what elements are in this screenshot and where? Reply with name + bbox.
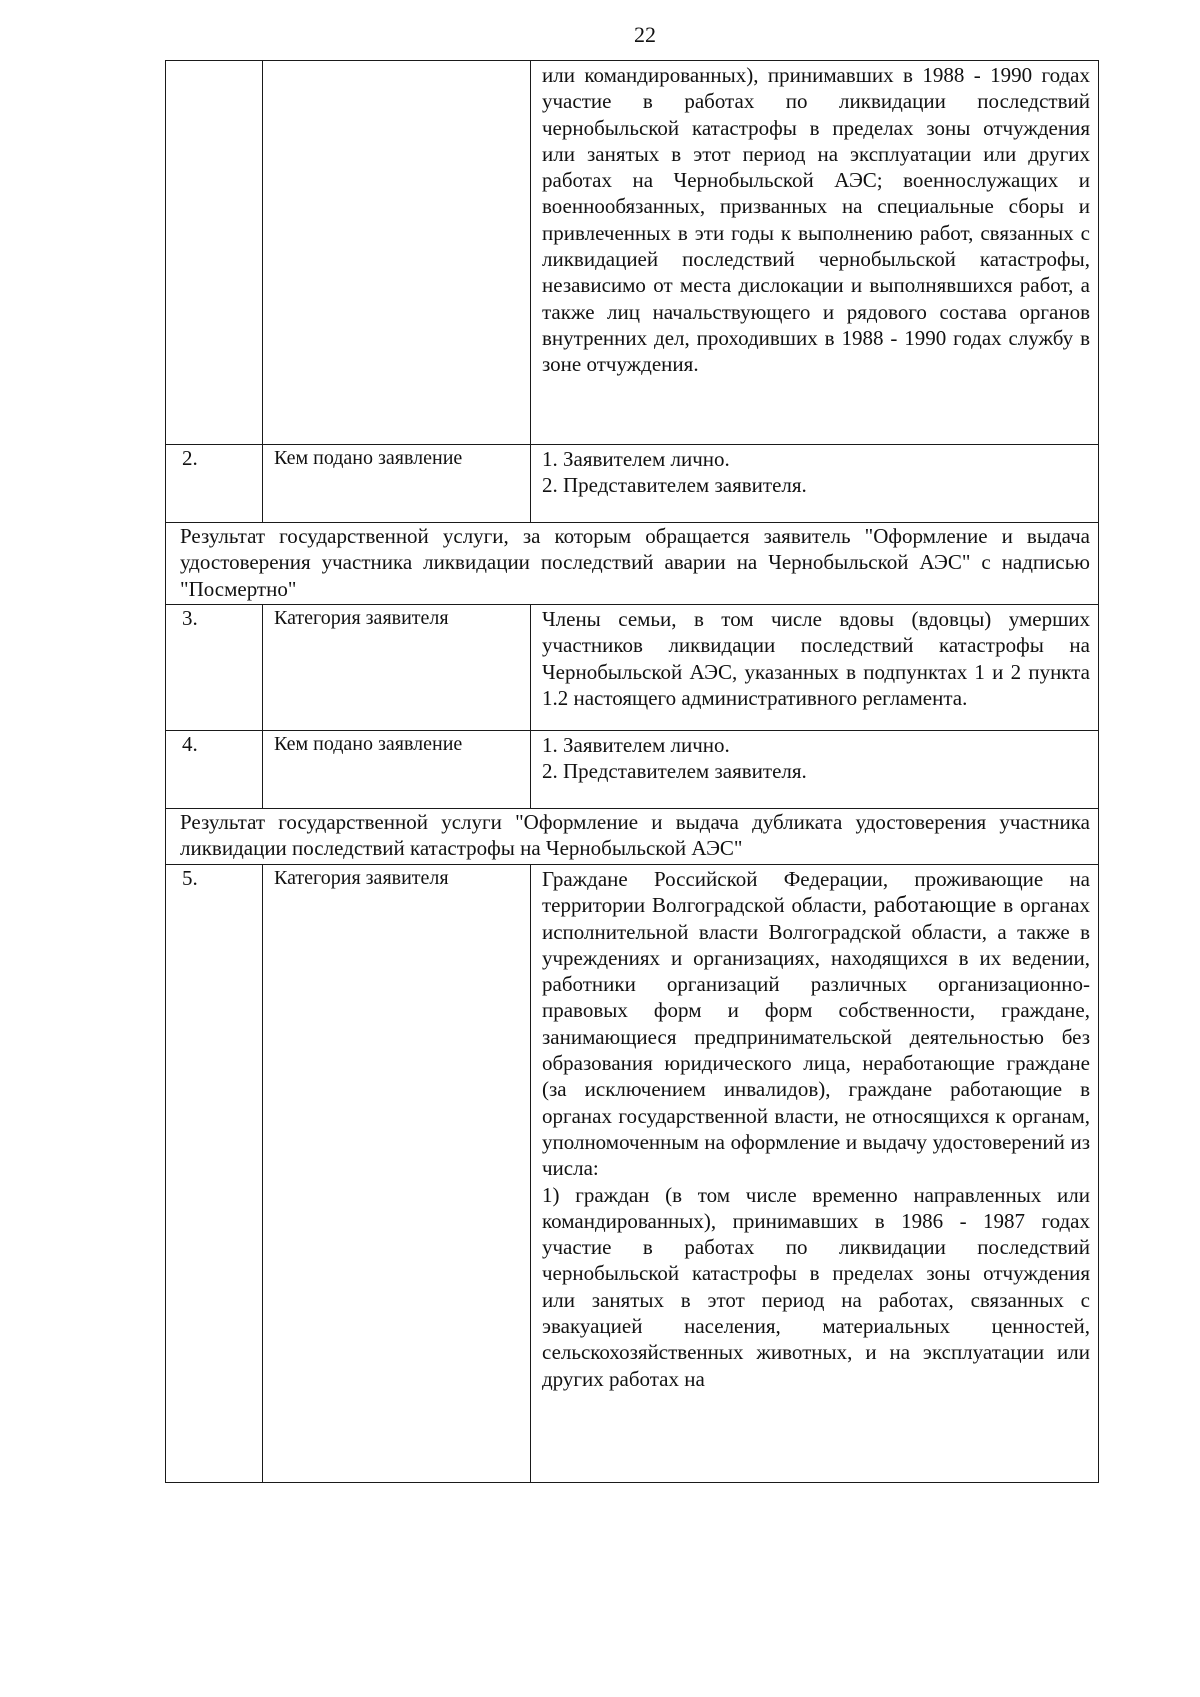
table-row [166,865,1099,1483]
submitted-by-list [531,445,1099,523]
submitted-by-list [531,731,1099,809]
applicant-category-text [531,865,1099,1483]
emphasized-word: работающие [873,892,997,918]
table-row [166,731,1099,809]
row-number: 3. [166,605,263,731]
list-item: 2. Представителем заявителя. [542,473,807,498]
list-item: 1. Заявителем лично. [542,447,730,471]
row-number: 5. [166,865,263,1483]
section-header-duplicate: Результат государственной услуги "Оформление и выдача дубликата удостоверения участника ликвидации последствий катастрофы на Чернобыльской АЭС" [166,809,1099,865]
applicant-category-text-continued: или командированных), принимавших в 1988 - 1990 годах участие в работах по ликвидации последствий чернобыльской катастрофы в пределах зоны отчуждения или занятых в этот период на эксплуатации или других работах на Чернобыльской АЭС; военнослужащих и военнообязанных, призванных на специальные сборы и привлеченных в эти годы к выполнению работ, связанных с ликвидацией последствий чернобыльской катастрофы, независимо от места дислокации и выполнявшихся работ, а также лиц начальствующего и рядового состава органов внутренних дел, проходивших в 1988 - 1990 годах службу в зоне отчуждения. [531,61,1099,445]
row-label: Категория заявителя [263,605,531,731]
applicant-category-text: Члены семьи, в том числе вдовы (вдовцы) умерших участников ликвидации последствий катастрофы на Чернобыльской АЭС, указанных в подпунктах 1 и 2 пункта 1.2 настоящего административного регламента. [531,605,1099,731]
row-label-cell [263,61,531,445]
row-number-cell [166,61,263,445]
section-header-row [166,809,1099,865]
row-label: Категория заявителя [263,865,531,1483]
table-row [166,605,1099,731]
row-label: Кем подано заявление [263,445,531,523]
row-number: 4. [166,731,263,809]
list-item: 2. Представителем заявителя. [542,759,807,784]
row-label: Кем подано заявление [263,731,531,809]
table-row [166,61,1099,445]
table-row [166,445,1099,523]
page-number: 22 [634,22,656,47]
text-segment: Граждане Российской Федерации, проживающие на территории Волгоградской области, [542,867,1090,918]
list-item: 1. Заявителем лично. [542,733,730,757]
text-segment: в органах исполнительной власти Волгоградской области, а также в учреждениях и организациях, находящихся в их ведении, работники организаций различных организационно-правовых форм и форм собственности, граждане, занимающиеся предпринимательской деятельностью без образования юридического лица, неработающие граждане (за исключением инвалидов), граждане работающие в органах государственной власти, не относящихся к органам, уполномоченным на оформление и выдачу удостоверений из числа: [542,893,1091,1181]
row-number: 2. [166,445,263,523]
section-header-row [166,523,1099,605]
applicant-category-table [165,60,1099,1483]
section-header-posthumous: Результат государственной услуги, за которым обращается заявитель "Оформление и выдача удостоверения участника ликвидации последствий аварии на Чернобыльской АЭС" с надписью "Посмертно" [166,523,1099,605]
list-item: 1) граждан (в том числе временно направленных или командированных), принимавших в 1986 - 1987 годах участие в работах по ликвидации последствий чернобыльской катастрофы в пределах зоны отчуждения или занятых в этот период на работах, связанных с эвакуацией населения, материальных ценностей, сельскохозяйственных животных, и на эксплуатации или других работах на [542,1182,1090,1391]
